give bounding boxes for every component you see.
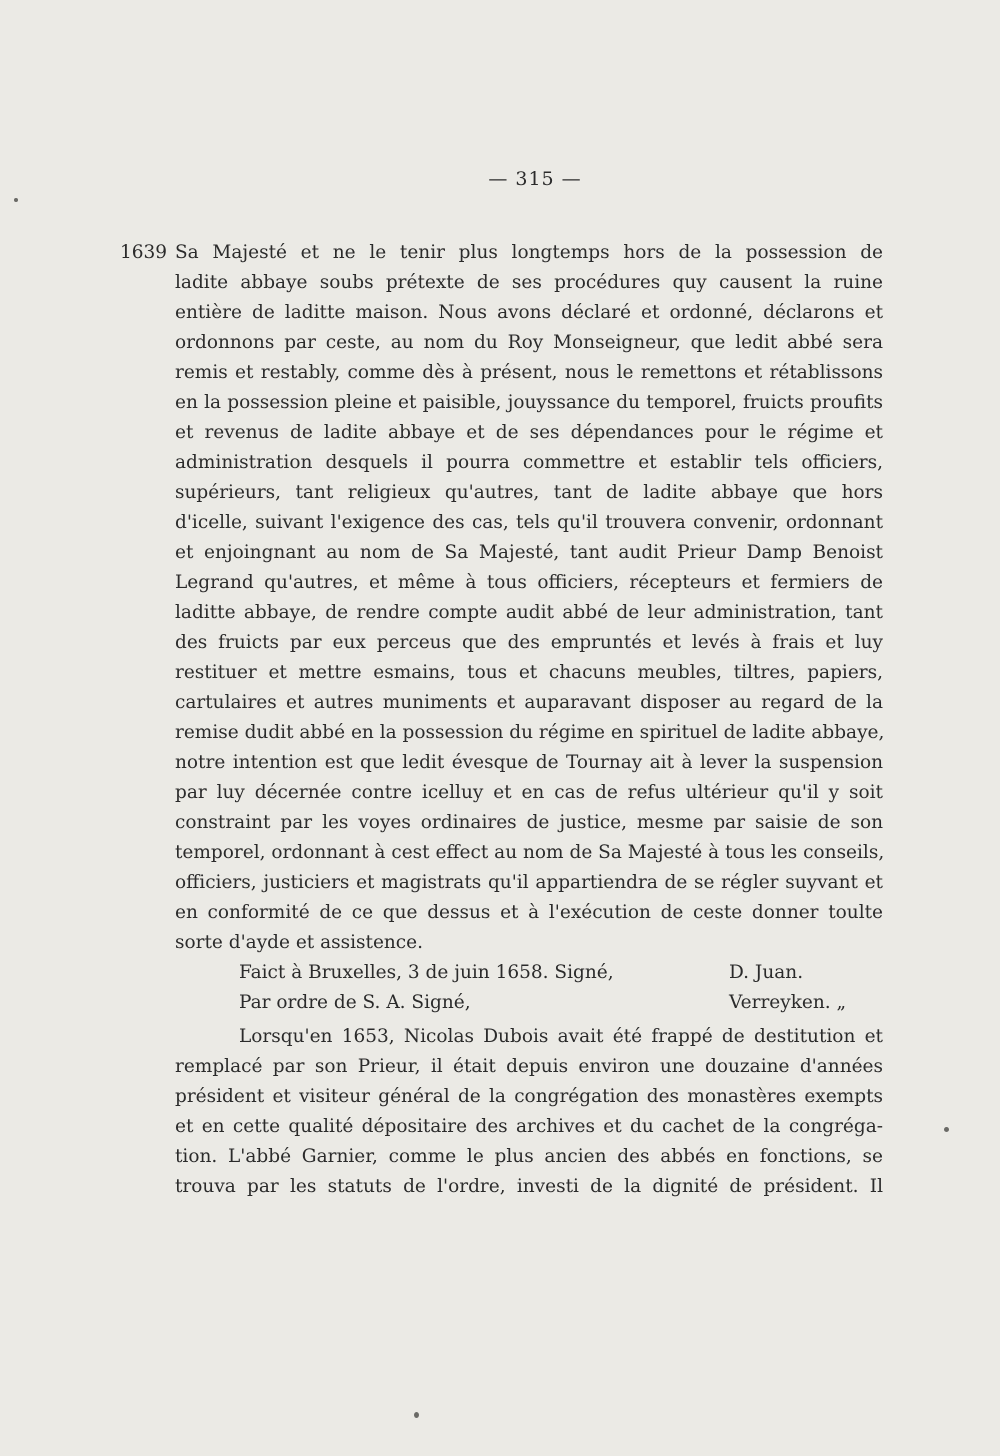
margin-year-note: 1639 [120, 242, 168, 263]
text-line: en la possession pleine et paisible, jouyssance du temporel, fruicts proufits [175, 392, 883, 413]
text-line: remis et restably, comme dès à présent, nous le remettons et rétablissons [175, 362, 883, 383]
paper-speck [944, 1127, 949, 1132]
paper-speck [14, 198, 18, 202]
paper-speck [414, 1412, 419, 1418]
text-line: supérieurs, tant religieux qu'autres, tant de ladite abbaye que hors [175, 482, 883, 503]
text-line: remplacé par son Prieur, il était depuis environ une douzaine d'années [175, 1056, 883, 1077]
text-line: par luy décernée contre icelluy et en cas de refus ultérieur qu'il y soit [175, 782, 883, 803]
signature-name: Verreyken. „ [729, 992, 847, 1013]
signature-place-date: Faict à Bruxelles, 3 de juin 1658. Signé, [239, 962, 614, 983]
narrative-paragraph [175, 1022, 883, 1202]
text-line: restituer et mettre esmains, tous et chacuns meubles, tiltres, papiers, [175, 662, 883, 683]
text-line: Lorsqu'en 1653, Nicolas Dubois avait été frappé de destitution et [239, 1026, 883, 1047]
text-line: et en cette qualité dépositaire des archives et du cachet de la congréga- [175, 1116, 883, 1137]
signature-name: D. Juan. [729, 962, 804, 983]
text-line: entière de laditte maison. Nous avons déclaré et ordonné, déclarons et [175, 302, 883, 323]
text-line: laditte abbaye, de rendre compte audit abbé de leur administration, tant [175, 602, 883, 623]
text-line: et revenus de ladite abbaye et de ses dépendances pour le régime et [175, 422, 883, 443]
text-line: Sa Majesté et ne le tenir plus longtemps hors de la possession de [175, 242, 883, 263]
text-line: sorte d'ayde et assistence. [175, 932, 423, 953]
text-line: et enjoingnant au nom de Sa Majesté, tant audit Prieur Damp Benoist [175, 542, 883, 563]
signature-order: Par ordre de S. A. Signé, [239, 992, 471, 1013]
text-line: en conformité de ce que dessus et à l'exécution de ceste donner toulte [175, 902, 883, 923]
text-line: président et visiteur général de la congrégation des monastères exempts [175, 1086, 883, 1107]
text-line: cartulaires et autres muniments et auparavant disposer au regard de la [175, 692, 883, 713]
signature-row [175, 988, 883, 1018]
text-line: d'icelle, suivant l'exigence des cas, tels qu'il trouvera convenir, ordonnant [175, 512, 883, 533]
text-line: administration desquels il pourra commettre et establir tels officiers, [175, 452, 883, 473]
page-number: — 315 — [488, 168, 582, 190]
text-line: des fruicts par eux perceus que des empruntés et levés à frais et luy [175, 632, 883, 653]
text-line: remise dudit abbé en la possession du régime en spirituel de ladite abbaye, [175, 722, 885, 743]
text-line: trouva par les statuts de l'ordre, investi de la dignité de président. Il [175, 1176, 883, 1197]
signature-row [175, 958, 883, 988]
quoted-decree [175, 238, 883, 1018]
text-line: Legrand qu'autres, et même à tous officiers, récepteurs et fermiers de [175, 572, 883, 593]
text-line: notre intention est que ledit évesque de Tournay ait à lever la suspension [175, 752, 883, 773]
text-line: constraint par les voyes ordinaires de justice, mesme par saisie de son [175, 812, 883, 833]
text-line: ordonnons par ceste, au nom du Roy Monseigneur, que ledit abbé sera [175, 332, 883, 353]
text-line: tion. L'abbé Garnier, comme le plus ancien des abbés en fonctions, se [175, 1146, 883, 1167]
text-line: officiers, justiciers et magistrats qu'il appartiendra de se régler suyvant et [175, 872, 883, 893]
text-line: ladite abbaye soubs prétexte de ses procédures quy causent la ruine [175, 272, 883, 293]
text-line: temporel, ordonnant à cest effect au nom de Sa Majesté à tous les conseils, [175, 842, 885, 863]
